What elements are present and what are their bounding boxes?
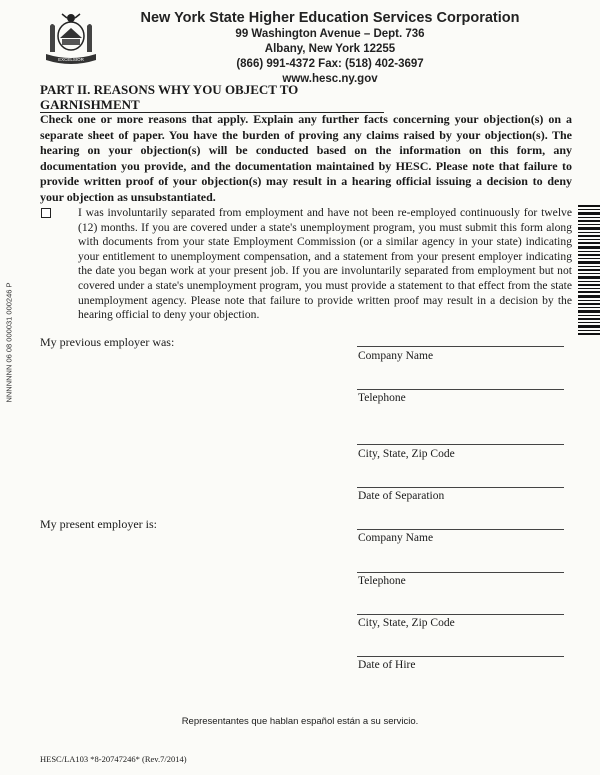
reason-text: I was involuntarily separated from employment and have not been re-employed continuously for twelve (12) months. If you are covered under a state's unemployment program, you must submit this form along with documents from your state Employment Commission (or a similar agency in your state) indicating your entitlement to unemployment compensation, and a statement from your present employer indicating the date you began work at your present job. If you are involuntarily separated from employment but not covered under a state's unemployment program, you must provide a statement to that effect from the state unemployment agency. Please note that failure to provide written proof may result in a decision by the hearing official to deny your objection.	[78, 206, 572, 322]
phone-fax: (866) 991-4372 Fax: (518) 402-3697	[236, 58, 424, 70]
spanish-service-note: Representantes que hablan español están a su servicio.	[181, 716, 419, 727]
present-telephone-label: Telephone	[358, 575, 406, 587]
date-of-separation-field[interactable]	[357, 487, 564, 488]
address-line-2: Albany, New York 12255	[264, 43, 396, 55]
date-of-separation-label: Date of Separation	[358, 490, 445, 502]
previous-city-state-zip-field[interactable]	[357, 444, 564, 445]
website: www.hesc.ny.gov	[282, 73, 378, 85]
present-company-name-field[interactable]	[357, 529, 564, 530]
previous-employer-label: My previous employer was:	[40, 335, 175, 349]
previous-company-name-label: Company Name	[358, 350, 434, 362]
barcode-icon	[578, 205, 600, 335]
part-title: PART II. REASONS WHY YOU OBJECT TO GARNISHMENT	[40, 82, 384, 113]
svg-text:EXCELSIOR: EXCELSIOR	[58, 57, 84, 62]
previous-telephone-field[interactable]	[357, 389, 564, 390]
previous-company-name-field[interactable]	[357, 346, 564, 347]
side-code: NNNNNNN 06 08 000031 000246 P	[4, 282, 14, 403]
reason-checkbox[interactable]	[41, 208, 51, 218]
present-city-state-zip-label: City, State, Zip Code	[358, 617, 455, 629]
organization-name: New York State Higher Education Services Corporation	[140, 10, 520, 26]
previous-city-state-zip-label: City, State, Zip Code	[358, 448, 455, 460]
present-company-name-label: Company Name	[358, 532, 434, 544]
address-line-1: 99 Washington Avenue – Dept. 736	[235, 28, 425, 40]
previous-telephone-label: Telephone	[358, 392, 406, 404]
date-of-hire-field[interactable]	[357, 656, 564, 657]
present-telephone-field[interactable]	[357, 572, 564, 573]
letterhead	[110, 10, 550, 87]
state-seal-icon	[40, 8, 102, 68]
date-of-hire-label: Date of Hire	[358, 659, 416, 671]
form-identifier: HESC/LA103 *8-20747246* (Rev.7/2014)	[40, 754, 187, 764]
present-employer-label: My present employer is:	[40, 517, 157, 531]
instructions: Check one or more reasons that apply. Explain any further facts concerning your objection(s) on a separate sheet of paper. You have the burden of proving any claims raised by your objection(s). The hearing on your objection(s) will be conducted based on the information on this form, any documentation you provide, and the documentation maintained by HESC. Please note that failure to provide written proof of your objection(s) may result in a hearing official issuing a decision to deny your objection as unsubstantiated.	[40, 112, 572, 204]
present-city-state-zip-field[interactable]	[357, 614, 564, 615]
